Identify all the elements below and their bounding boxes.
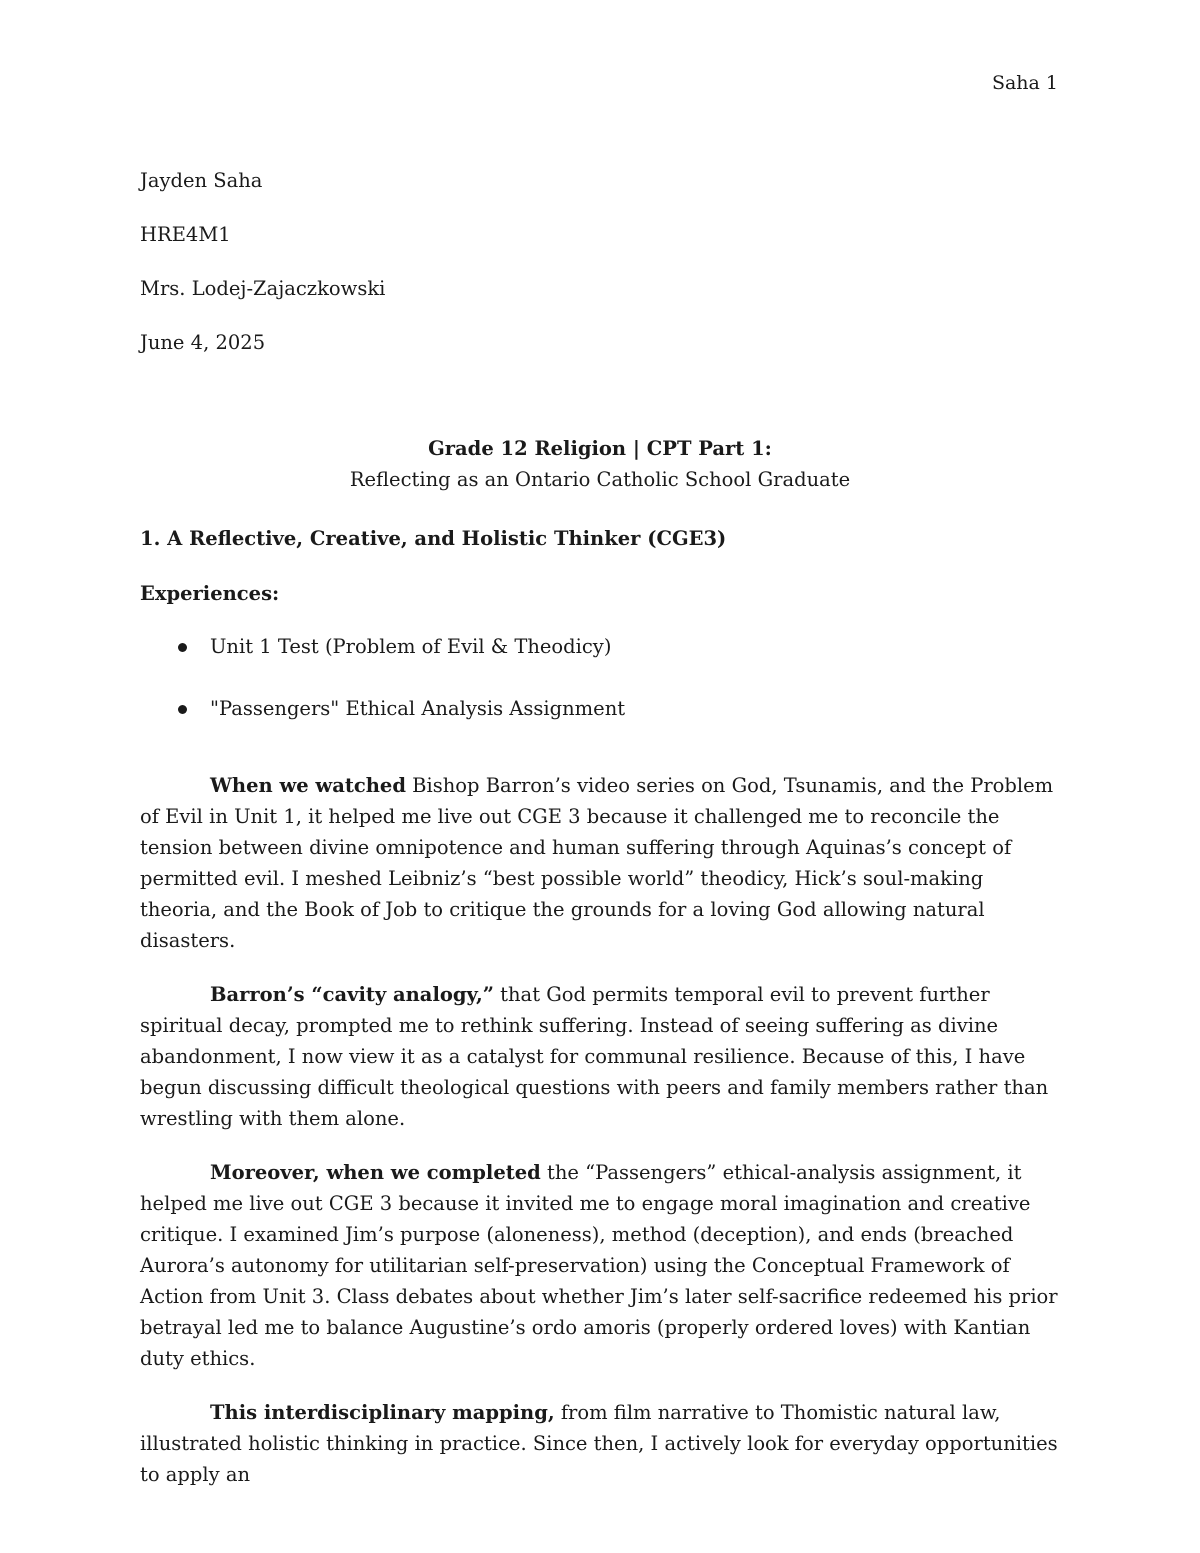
body-paragraph [140,770,1060,956]
paragraph-lead: Barron’s “cavity analogy,” [210,983,494,1006]
list-item [140,631,1060,662]
document-date: June 4, 2025 [140,331,266,354]
paragraph-text: that God permits temporal evil to prevent further spiritual decay, prompted me to rethink suffering. Instead of seeing suffering as divine abandonment, I now view it as a catalyst for communal resilience. Because of this, I have begun discussing difficult theological questions with peers and family members rather than wrestling with them alone. [140,983,1049,1130]
title-block [140,433,1060,495]
bullet-icon [178,643,187,652]
body-paragraph [140,979,1060,1134]
experience-text: Unit 1 Test (Problem of Evil & Theodicy) [210,635,612,658]
paragraph-text: the “Passengers” ethical-analysis assignment, it helped me live out CGE 3 because it invited me to engage moral imagination and creative critique. I examined Jim’s purpose (aloneness), method (deception), and ends (breached Aurora’s autonomy for utilitarian self-preservation) using the Conceptual Framework of Action from Unit 3. Class debates about whether Jim’s later self-sacrifice redeemed his prior betrayal led me to balance Augustine’s ordo amoris (properly ordered loves) with Kantian duty ethics. [140,1161,1058,1370]
experiences-label: Experiences: [140,582,280,605]
section-heading: 1. A Reflective, Creative, and Holistic Thinker (CGE3) [140,527,727,550]
experience-text: "Passengers" Ethical Analysis Assignment [210,697,626,720]
student-name: Jayden Saha [140,169,263,192]
experiences-list [140,631,1060,724]
paragraph-lead: Moreover, when we completed [210,1161,541,1184]
document-title: Grade 12 Religion | CPT Part 1: [428,437,772,460]
page-header-label: Saha 1 [991,72,1058,94]
body-paragraph [140,1397,1060,1490]
document-subtitle: Reflecting as an Ontario Catholic School Graduate [349,468,851,491]
body-paragraph [140,1157,1060,1374]
document-body [140,165,1060,1513]
course-code: HRE4M1 [140,223,231,246]
bullet-icon [178,705,187,714]
paragraph-text: from film narrative to Thomistic natural law, illustrated holistic thinking in practice. Since then, I actively look for everyday opportunities to apply an [140,1401,1058,1486]
list-item [140,693,1060,724]
paragraph-text: Bishop Barron’s video series on God, Tsunamis, and the Problem of Evil in Unit 1, it helped me live out CGE 3 because it challenged me to reconcile the tension between divine omnipotence and human suffering through Aquinas’s concept of permitted evil. I meshed Leibniz’s “best possible world” theodicy, Hick’s soul-making theoria, and the Book of Job to critique the grounds for a loving God allowing natural disasters. [140,774,1054,952]
paragraph-lead: When we watched [210,774,406,797]
teacher-name: Mrs. Lodej-Zajaczkowski [140,277,386,300]
paragraph-lead: This interdisciplinary mapping, [210,1401,555,1424]
